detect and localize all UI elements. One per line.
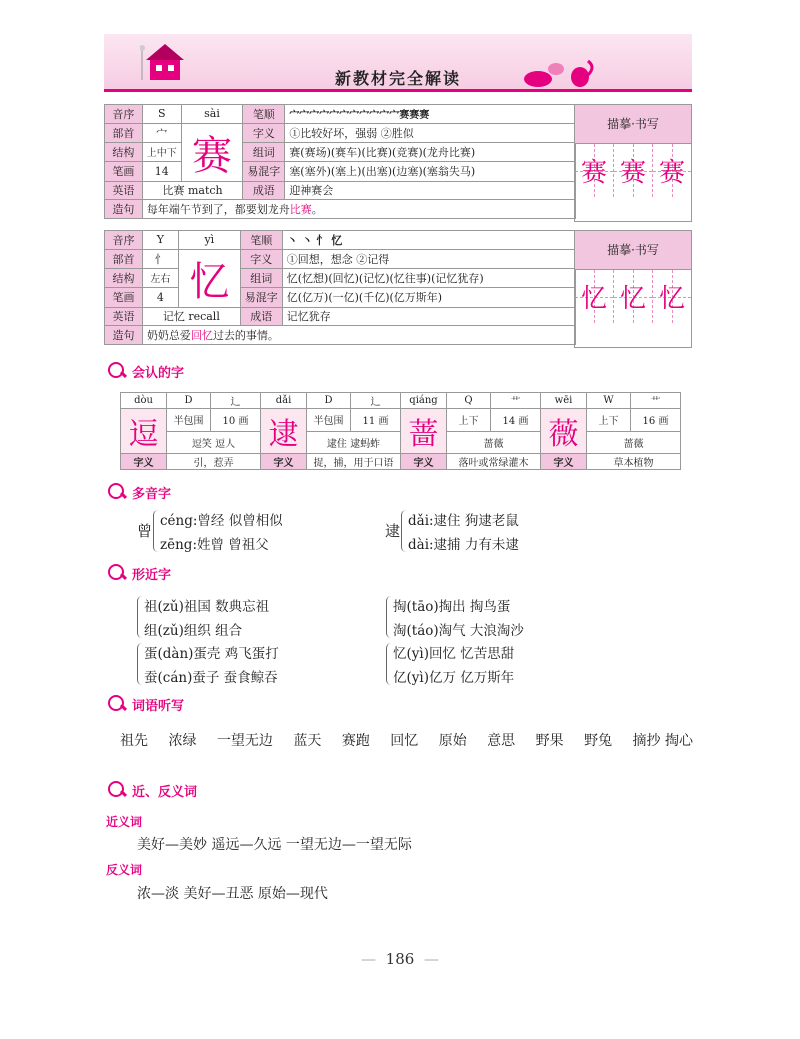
stroke-order: 丶 丶 忄 忆 — [282, 231, 575, 250]
idiom-value: 迎神赛会 — [285, 181, 576, 200]
section-heading-synonyms: 近、反义词 — [106, 779, 197, 801]
label-yihunzi: 易混字 — [243, 162, 285, 181]
antonyms-list: 浓—淡 美好—丑恶 原始—现代 — [137, 886, 328, 902]
main-character: 忆 — [178, 249, 240, 307]
pinyin-cell: wēi — [541, 393, 587, 409]
strokes-cell: 10 画 — [211, 409, 261, 432]
polyphonic-reading: dài:逮捕 力有未逮 — [408, 537, 519, 553]
dictation-word: 意思 — [487, 733, 516, 749]
label-ziyi: 字义 — [240, 249, 282, 268]
similar-item: 蚕(cán)蚕子 蚕食鲸吞 — [144, 670, 278, 686]
pinyin-cell: dǎi — [261, 393, 307, 409]
dictation-word: 赛跑 — [341, 733, 370, 749]
polyphonic-char: 曾 — [137, 522, 153, 540]
meaning-cell: 落叶或常绿灌木 — [447, 454, 541, 470]
similar-item: 淘(táo)淘气 大浪淘沙 — [393, 623, 524, 639]
dictation-word: 浓绿 — [168, 733, 197, 749]
meaning-cell: 捉，捕，用于口语 — [307, 454, 401, 470]
label-bishun: 笔顺 — [243, 105, 285, 124]
dictation-list — [120, 729, 710, 753]
bushou-cell: 艹 — [631, 393, 681, 409]
label-idiom: 成语 — [243, 181, 285, 200]
label-english: 英语 — [105, 307, 143, 326]
label-bihua: 笔画 — [105, 162, 143, 181]
recognize-char: 薇 — [541, 409, 587, 454]
similar-item: 忆(yì)回忆 忆苦思甜 — [393, 646, 515, 662]
brace — [153, 510, 158, 552]
confusable-value: 塞(塞外)(塞上)(出塞)(边塞)(塞翁失马) — [285, 162, 576, 181]
plant-illustration — [518, 55, 598, 89]
practice-cell: 赛 — [614, 144, 653, 197]
label-sentence: 造句 — [105, 200, 143, 219]
section-heading-recognize: 会认的字 — [106, 360, 184, 382]
bushou-cell: 辶 — [351, 393, 401, 409]
english-value: 比赛 match — [142, 181, 243, 200]
strokes-cell: 16 画 — [631, 409, 681, 432]
bushou-cell: 艹 — [491, 393, 541, 409]
words-cell: 蔷薇 — [587, 431, 681, 454]
label-ziyi: 字义 — [243, 123, 285, 142]
pinyin-cell: dòu — [121, 393, 167, 409]
section-heading-polyphonic: 多音字 — [106, 481, 171, 503]
magnifier-icon — [106, 481, 128, 503]
similar-item: 蛋(dàn)蛋壳 鸡飞蛋打 — [144, 646, 279, 662]
meaning-value: ①回想，想念 ②记得 — [282, 249, 575, 268]
words-cell: 逗笑 逗人 — [167, 431, 261, 454]
idiom-value: 记忆犹存 — [282, 307, 575, 326]
synonyms-list: 美好—美妙 遥远—久远 一望无边—一望无际 — [137, 837, 412, 853]
yinxu-value: S — [142, 105, 181, 124]
similar-item: 掏(tāo)掏出 掏鸟蛋 — [393, 599, 511, 615]
label-jiegou: 结构 — [105, 142, 143, 161]
brace — [137, 643, 142, 685]
practice-cell: 赛 — [575, 144, 614, 197]
dictation-word: 回忆 — [390, 733, 419, 749]
practice-cell: 忆 — [614, 270, 653, 323]
pinyin-cell: qiáng — [401, 393, 447, 409]
recognize-char: 逮 — [261, 409, 307, 454]
yinxu-cell: Q — [447, 393, 491, 409]
practice-cell: 忆 — [575, 270, 614, 323]
practice-box-sai — [574, 104, 692, 222]
page-title: 新教材完全解读 — [334, 69, 461, 88]
section-heading-similar: 形近字 — [106, 562, 171, 584]
practice-cell: 赛 — [653, 144, 691, 197]
label-zuci: 组词 — [240, 268, 282, 287]
antonyms-label: 反义词 — [106, 863, 143, 877]
pinyin-value: yì — [178, 231, 240, 250]
brace — [137, 596, 142, 638]
page-number: — 186 — — [361, 950, 439, 968]
words-value: 忆(忆想)(回忆)(记忆)(忆往事)(记忆犹存) — [282, 268, 575, 287]
magnifier-icon — [106, 693, 128, 715]
label-idiom: 成语 — [240, 307, 282, 326]
words-cell: 蔷薇 — [447, 431, 541, 454]
structure-cell: 上下 — [587, 409, 631, 432]
brace — [401, 510, 406, 552]
yinxu-cell: D — [167, 393, 211, 409]
brace — [386, 643, 391, 685]
meaning-label: 字义 — [401, 454, 447, 470]
practice-box-yi — [574, 230, 692, 348]
label-yinxu: 音序 — [105, 105, 143, 124]
label-yinxu: 音序 — [105, 231, 143, 250]
label-yihunzi: 易混字 — [240, 288, 282, 307]
structure-cell: 半包围 — [307, 409, 351, 432]
synonyms-label: 近义词 — [106, 815, 143, 829]
label-bushou: 部首 — [105, 123, 143, 142]
recognize-char: 逗 — [121, 409, 167, 454]
recognize-table — [120, 392, 681, 470]
header-banner — [104, 34, 692, 92]
label-jiegou: 结构 — [105, 268, 143, 287]
practice-label: 描摹·书写 — [575, 231, 691, 269]
dictation-word: 摘抄 — [632, 733, 661, 749]
polyphonic-reading: zēng:姓曾 曾祖父 — [160, 537, 269, 553]
words-cell: 逮住 逮蚂蚱 — [307, 431, 401, 454]
structure-value: 左右 — [142, 268, 178, 287]
similar-item: 祖(zǔ)祖国 数典忘祖 — [144, 599, 270, 615]
dictation-word: 野果 — [535, 733, 564, 749]
char-card-sai — [104, 104, 576, 219]
brace — [386, 596, 391, 638]
confusable-value: 亿(亿万)(一亿)(千亿)(亿万斯年) — [282, 288, 575, 307]
dictation-word: 蓝天 — [293, 733, 322, 749]
stroke-order: 宀宀宀宀宀宀宀宀宀宀宀赛赛赛 — [285, 105, 576, 124]
dictation-word: 祖先 — [120, 733, 148, 749]
dictation-word: 原始 — [438, 733, 467, 749]
pinyin-value: sài — [181, 105, 243, 124]
bushou-value: 宀 — [142, 123, 181, 142]
magnifier-icon — [106, 562, 128, 584]
dictation-word: 掏心 — [664, 733, 693, 749]
label-bushou: 部首 — [105, 249, 143, 268]
dictation-word: 一望无边 — [216, 733, 273, 749]
similar-item: 组(zǔ)组织 组合 — [144, 623, 243, 639]
practice-label: 描摹·书写 — [575, 105, 691, 143]
label-zuci: 组词 — [243, 142, 285, 161]
strokes-value: 14 — [142, 162, 181, 181]
meaning-cell: 草本植物 — [587, 454, 681, 470]
english-value: 记忆 recall — [142, 307, 240, 326]
yinxu-cell: D — [307, 393, 351, 409]
meaning-value: ①比较好坏，强弱 ②胜似 — [285, 123, 576, 142]
similar-item: 亿(yì)亿万 亿万斯年 — [393, 670, 515, 686]
sentence-value: 奶奶总爱回忆过去的事情。 — [142, 326, 575, 345]
main-character: 赛 — [181, 123, 243, 181]
house-illustration — [140, 40, 190, 82]
label-sentence: 造句 — [105, 326, 143, 345]
sentence-value: 每年端午节到了，都要划龙舟比赛。 — [142, 200, 575, 219]
structure-cell: 上下 — [447, 409, 491, 432]
meaning-label: 字义 — [261, 454, 307, 470]
magnifier-icon — [106, 360, 128, 382]
label-bihua: 笔画 — [105, 288, 143, 307]
practice-cell: 忆 — [653, 270, 691, 323]
yinxu-cell: W — [587, 393, 631, 409]
dictation-word: 野兔 — [584, 733, 613, 749]
bushou-cell: 辶 — [211, 393, 261, 409]
label-english: 英语 — [105, 181, 143, 200]
meaning-cell: 引，惹弄 — [167, 454, 261, 470]
char-card-yi — [104, 230, 576, 345]
meaning-label: 字义 — [121, 454, 167, 470]
polyphonic-reading: dǎi:逮住 狗逮老鼠 — [408, 513, 519, 529]
meaning-label: 字义 — [541, 454, 587, 470]
magnifier-icon — [106, 779, 128, 801]
recognize-char: 蔷 — [401, 409, 447, 454]
strokes-value: 4 — [142, 288, 178, 307]
words-value: 赛(赛场)(赛车)(比赛)(竞赛)(龙舟比赛) — [285, 142, 576, 161]
structure-cell: 半包围 — [167, 409, 211, 432]
polyphonic-char: 逮 — [385, 522, 401, 540]
structure-value: 上中下 — [142, 142, 181, 161]
strokes-cell: 11 画 — [351, 409, 401, 432]
yinxu-value: Y — [142, 231, 178, 250]
label-bishun: 笔顺 — [240, 231, 282, 250]
polyphonic-reading: céng:曾经 似曾相似 — [160, 513, 283, 529]
strokes-cell: 14 画 — [491, 409, 541, 432]
section-heading-dictation: 词语听写 — [106, 693, 184, 715]
bushou-value: 忄 — [142, 249, 178, 268]
